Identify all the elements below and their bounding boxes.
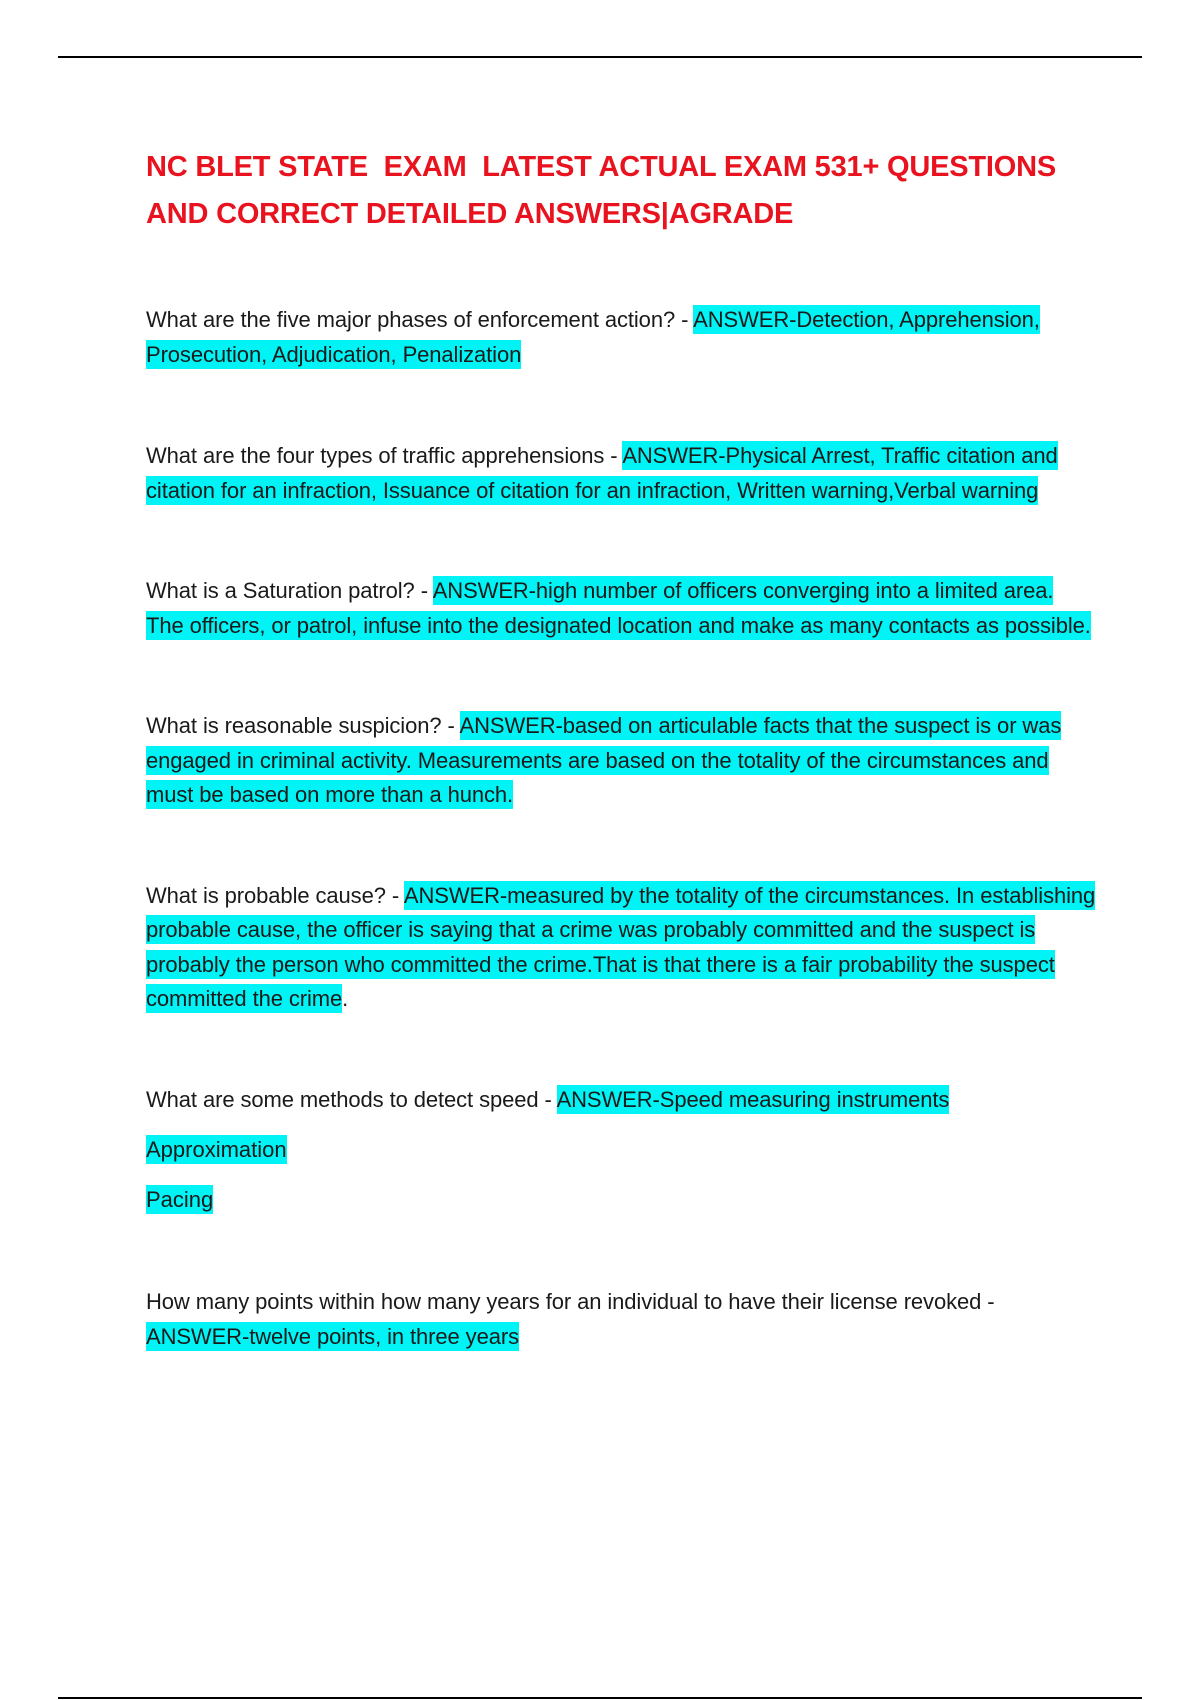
qa-item [146, 1083, 1096, 1118]
document-title: NC BLET STATE EXAM LATEST ACTUAL EXAM 531+ QUESTIONS AND CORRECT DETAILED ANSWERS|AGRADE [146, 151, 1063, 230]
answer-text: ANSWER-high number of officers converging into a limited area. The officers, or patrol, infuse into the designated location and make as many contacts as possible. [146, 578, 1091, 638]
qa-item [146, 709, 1096, 813]
question-text: What is probable cause? - [146, 882, 404, 908]
answer-continuation-line [146, 1183, 1096, 1217]
question-text: What are the five major phases of enforcement action? - [146, 307, 694, 332]
answer-text: ANSWER-Physical Arrest, Traffic citation and citation for an infraction, Issuance of citation for an infraction, Written warning,Verbal warning [146, 443, 1058, 503]
bottom-rule [58, 1697, 1142, 1699]
qa-item [146, 439, 1096, 508]
answer-text: ANSWER-Detection, Apprehension, Prosecution, Adjudication, Penalization [146, 307, 1040, 367]
answer-text: Pacing [146, 1187, 214, 1212]
answer-text: Approximation [146, 1137, 287, 1162]
question-text: What is reasonable suspicion? - [146, 713, 460, 738]
question-text: How many points within how many years for an individual to have their license revoked - [146, 1289, 995, 1314]
answer-text: ANSWER-Speed measuring instruments [556, 1086, 950, 1112]
question-text: What are the four types of traffic apprehensions - [146, 443, 623, 468]
answer-tail: . [342, 986, 349, 1011]
document-body [146, 144, 1096, 1354]
answer-text: ANSWER-measured by the totality of the circumstances. In establishing probable cause, the officer is saying that a crime was probably committed and the suspect is probably the person who committed the crime.That is that there is a fair probability the suspect committed the crime [146, 882, 1096, 1011]
qa-item [146, 1285, 1096, 1354]
answer-continuation-line [146, 1133, 1096, 1167]
qa-item [146, 879, 1096, 1017]
question-text: What are some methods to detect speed - [146, 1086, 557, 1112]
question-text: What is a Saturation patrol? - [146, 578, 433, 603]
qa-item [146, 574, 1096, 643]
top-rule [58, 56, 1142, 58]
answer-text: ANSWER-based on articulable facts that the suspect is or was engaged in criminal activity. Measurements are based on the totality of the circumstances and must be based on more than a hunch. [146, 713, 1062, 807]
answer-text: ANSWER-twelve points, in three years [146, 1323, 519, 1349]
qa-item [146, 303, 1096, 372]
